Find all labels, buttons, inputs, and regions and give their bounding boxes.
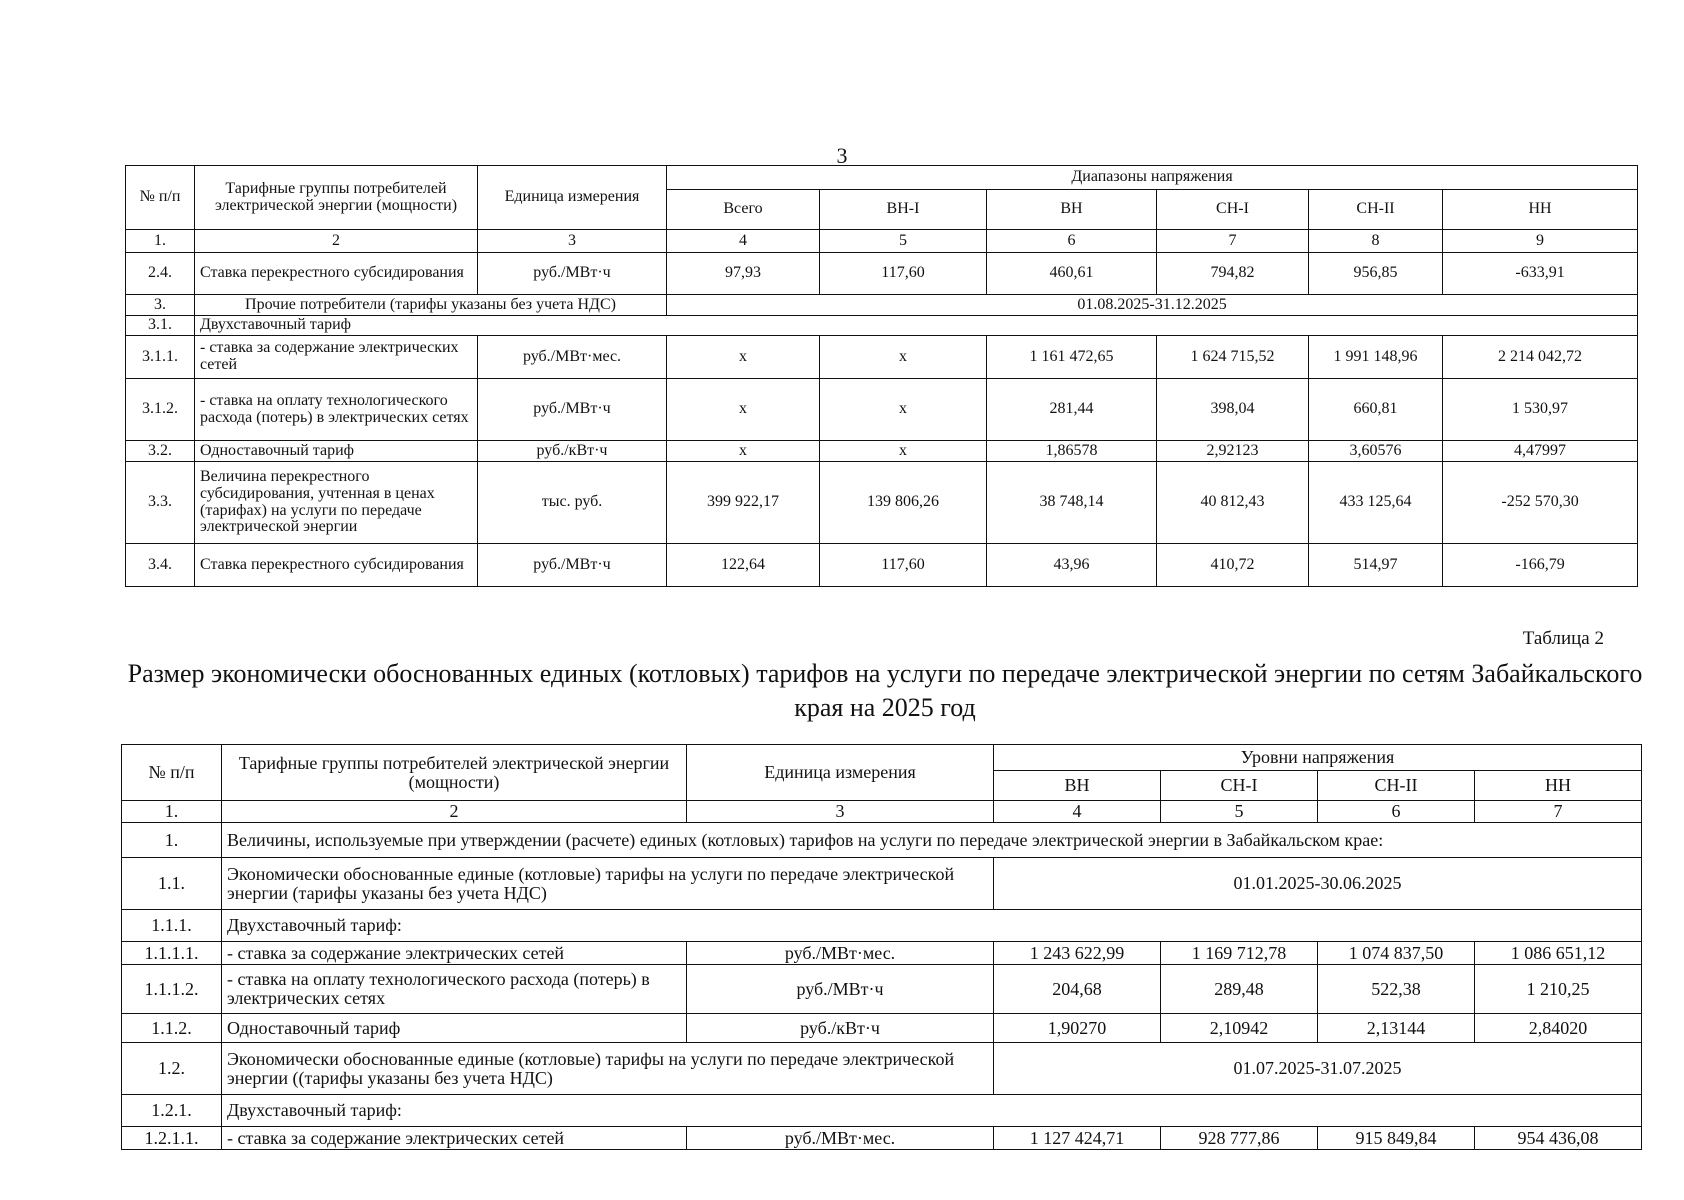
row-name: Экономически обоснованные единые (котловые) тарифы на услуги по передаче электрической энергии (тарифы указаны без учета НДС) xyxy=(222,858,994,910)
table-row xyxy=(122,1095,1642,1127)
row-name: Ставка перекрестного субсидирования xyxy=(195,544,478,587)
value-cell: 1 530,97 xyxy=(1443,379,1638,441)
value-cell: 1 074 837,50 xyxy=(1318,942,1475,965)
row-name: - ставка за содержание электрических сетей xyxy=(222,942,687,965)
row-name: Прочие потребители (тарифы указаны без учета НДС) xyxy=(195,295,667,316)
table-row xyxy=(122,910,1642,942)
value-cell: 1 243 622,99 xyxy=(994,942,1161,965)
table-row xyxy=(122,858,1642,910)
row-number: 1.1. xyxy=(122,858,222,910)
value-cell: 2,92123 xyxy=(1157,441,1309,462)
header-voltage-ranges: Диапазоны напряжения xyxy=(667,166,1638,190)
row-number: 3.1.1. xyxy=(126,336,195,379)
row-number: 3.1. xyxy=(126,316,195,336)
row-unit: руб./кВт·ч xyxy=(478,441,667,462)
value-cell: 2,13144 xyxy=(1318,1014,1475,1043)
header-voltage-levels: Уровни напряжения xyxy=(994,745,1642,771)
column-number: 7 xyxy=(1475,801,1642,823)
header-col-vn1: ВН-I xyxy=(820,190,987,230)
header-col-sn2: СН-II xyxy=(1318,771,1475,801)
column-number: 7 xyxy=(1157,230,1309,253)
value-cell: 1 210,25 xyxy=(1475,965,1642,1014)
header-col-sn2: СН-II xyxy=(1309,190,1443,230)
header-col-vn: ВН xyxy=(994,771,1161,801)
value-cell: 915 849,84 xyxy=(1318,1127,1475,1150)
tariff-table-2 xyxy=(121,744,1642,1150)
row-unit: руб./МВт·мес. xyxy=(687,942,994,965)
row-unit: руб./МВт·ч xyxy=(478,544,667,587)
row-unit: руб./кВт·ч xyxy=(687,1014,994,1043)
value-cell: 956,85 xyxy=(1309,253,1443,295)
value-cell: 399 922,17 xyxy=(667,462,820,544)
row-unit: руб./МВт·ч xyxy=(478,253,667,295)
value-cell: 954 436,08 xyxy=(1475,1127,1642,1150)
row-number: 3.1.2. xyxy=(126,379,195,441)
value-cell: 289,48 xyxy=(1161,965,1318,1014)
header-num: № п/п xyxy=(126,166,195,230)
value-cell: 4,47997 xyxy=(1443,441,1638,462)
value-cell: 514,97 xyxy=(1309,544,1443,587)
column-number: 4 xyxy=(994,801,1161,823)
table-row xyxy=(122,1127,1642,1150)
value-cell: 522,38 xyxy=(1318,965,1475,1014)
table-row xyxy=(126,462,1638,544)
period-cell: 01.07.2025-31.07.2025 xyxy=(994,1043,1642,1095)
value-cell: 1,86578 xyxy=(987,441,1157,462)
row-unit: руб./МВт·мес. xyxy=(478,336,667,379)
header-group: Тарифные группы потребителей электрической энергии (мощности) xyxy=(195,166,478,230)
header-col-sn1: СН-I xyxy=(1157,190,1309,230)
value-cell: х xyxy=(667,441,820,462)
column-number: 6 xyxy=(987,230,1157,253)
value-cell: 928 777,86 xyxy=(1161,1127,1318,1150)
table-row xyxy=(122,1043,1642,1095)
value-cell: 2,10942 xyxy=(1161,1014,1318,1043)
header-col-vn: ВН xyxy=(987,190,1157,230)
value-cell: 1 991 148,96 xyxy=(1309,336,1443,379)
row-number: 1.2.1. xyxy=(122,1095,222,1127)
column-number: 6 xyxy=(1318,801,1475,823)
period-cell: 01.01.2025-30.06.2025 xyxy=(994,858,1642,910)
value-cell: 204,68 xyxy=(994,965,1161,1014)
table-title: Размер экономически обоснованных единых (котловых) тарифов на услуги по передаче электрической энергии по сетям Забайкальского края на 2025 год xyxy=(127,659,1643,722)
row-name: Величины, используемые при утверждении (расчете) единых (котловых) тарифов на услуги по передаче электрической энергии в Забайкальском крае: xyxy=(222,823,1642,858)
row-unit: руб./МВт·мес. xyxy=(687,1127,994,1150)
column-number: 4 xyxy=(667,230,820,253)
row-number: 1.1.1.1. xyxy=(122,942,222,965)
value-cell: 281,44 xyxy=(987,379,1157,441)
value-cell: -252 570,30 xyxy=(1443,462,1638,544)
header-col-nn: НН xyxy=(1443,190,1638,230)
value-cell: 2,84020 xyxy=(1475,1014,1642,1043)
row-name: Ставка перекрестного субсидирования xyxy=(195,253,478,295)
row-unit: руб./МВт·ч xyxy=(478,379,667,441)
header-num: № п/п xyxy=(122,745,222,801)
row-number: 1.2.1.1. xyxy=(122,1127,222,1150)
tariff-table-1 xyxy=(125,165,1638,587)
header-col-nn: НН xyxy=(1475,771,1642,801)
value-cell: 117,60 xyxy=(820,253,987,295)
value-cell: 2 214 042,72 xyxy=(1443,336,1638,379)
header-col-sn1: СН-I xyxy=(1161,771,1318,801)
row-number: 1.1.2. xyxy=(122,1014,222,1043)
column-number: 5 xyxy=(820,230,987,253)
value-cell: 3,60576 xyxy=(1309,441,1443,462)
value-cell: 139 806,26 xyxy=(820,462,987,544)
header-unit: Единица измерения xyxy=(478,166,667,230)
header-group: Тарифные группы потребителей электрической энергии (мощности) xyxy=(222,745,687,801)
column-number: 9 xyxy=(1443,230,1638,253)
row-name: Величина перекрестного субсидирования, учтенная в ценах (тарифах) на услуги по передаче электрической энергии xyxy=(195,462,478,544)
table-row xyxy=(122,965,1642,1014)
value-cell: 460,61 xyxy=(987,253,1157,295)
row-name: Двухставочный тариф xyxy=(195,316,1638,336)
value-cell: х xyxy=(820,379,987,441)
column-number: 2 xyxy=(195,230,478,253)
row-unit: руб./МВт·ч xyxy=(687,965,994,1014)
value-cell: -633,91 xyxy=(1443,253,1638,295)
row-number: 3.3. xyxy=(126,462,195,544)
table-row xyxy=(122,942,1642,965)
value-cell: х xyxy=(667,336,820,379)
row-number: 3. xyxy=(126,295,195,316)
table-row xyxy=(126,544,1638,587)
period-cell: 01.08.2025-31.12.2025 xyxy=(667,295,1638,316)
header-unit: Единица измерения xyxy=(687,745,994,801)
value-cell: 117,60 xyxy=(820,544,987,587)
table-row xyxy=(126,336,1638,379)
row-number: 3.4. xyxy=(126,544,195,587)
value-cell: 433 125,64 xyxy=(1309,462,1443,544)
value-cell: 1 127 424,71 xyxy=(994,1127,1161,1150)
value-cell: 38 748,14 xyxy=(987,462,1157,544)
value-cell: 1,90270 xyxy=(994,1014,1161,1043)
column-number: 1. xyxy=(126,230,195,253)
row-name: - ставка за содержание электрических сетей xyxy=(195,336,478,379)
page-number: 3 xyxy=(836,143,848,168)
row-name: Экономически обоснованные единые (котловые) тарифы на услуги по передаче электрической энергии ((тарифы указаны без учета НДС) xyxy=(222,1043,994,1095)
column-number: 2 xyxy=(222,801,687,823)
row-name: - ставка на оплату технологического расхода (потерь) в электрических сетях xyxy=(195,379,478,441)
value-cell: 1 624 715,52 xyxy=(1157,336,1309,379)
value-cell: 43,96 xyxy=(987,544,1157,587)
table-row xyxy=(122,1014,1642,1043)
value-cell: 97,93 xyxy=(667,253,820,295)
header-col-total: Всего xyxy=(667,190,820,230)
value-cell: -166,79 xyxy=(1443,544,1638,587)
row-name: - ставка на оплату технологического расхода (потерь) в электрических сетях xyxy=(222,965,687,1014)
value-cell: 40 812,43 xyxy=(1157,462,1309,544)
row-unit: тыс. руб. xyxy=(478,462,667,544)
row-number: 2.4. xyxy=(126,253,195,295)
row-name: Двухставочный тариф: xyxy=(222,910,1642,942)
row-number: 1.1.1. xyxy=(122,910,222,942)
column-number: 3 xyxy=(687,801,994,823)
row-number: 1.2. xyxy=(122,1043,222,1095)
table-caption: Таблица 2 xyxy=(1522,628,1604,649)
value-cell: 1 161 472,65 xyxy=(987,336,1157,379)
value-cell: х xyxy=(820,336,987,379)
value-cell: 794,82 xyxy=(1157,253,1309,295)
value-cell: 398,04 xyxy=(1157,379,1309,441)
row-name: - ставка за содержание электрических сетей xyxy=(222,1127,687,1150)
value-cell: х xyxy=(667,379,820,441)
column-number: 5 xyxy=(1161,801,1318,823)
column-number: 1. xyxy=(122,801,222,823)
row-name: Двухставочный тариф: xyxy=(222,1095,1642,1127)
value-cell: 122,64 xyxy=(667,544,820,587)
table-row xyxy=(126,379,1638,441)
row-number: 1. xyxy=(122,823,222,858)
value-cell: 660,81 xyxy=(1309,379,1443,441)
table-row xyxy=(126,316,1638,336)
value-cell: 410,72 xyxy=(1157,544,1309,587)
value-cell: х xyxy=(820,441,987,462)
table-row xyxy=(126,441,1638,462)
row-name: Одноставочный тариф xyxy=(195,441,478,462)
column-number: 3 xyxy=(478,230,667,253)
table-row xyxy=(126,253,1638,295)
row-number: 3.2. xyxy=(126,441,195,462)
table-row xyxy=(122,823,1642,858)
table-row xyxy=(126,295,1638,316)
row-number: 1.1.1.2. xyxy=(122,965,222,1014)
row-name: Одноставочный тариф xyxy=(222,1014,687,1043)
value-cell: 1 086 651,12 xyxy=(1475,942,1642,965)
column-number: 8 xyxy=(1309,230,1443,253)
value-cell: 1 169 712,78 xyxy=(1161,942,1318,965)
